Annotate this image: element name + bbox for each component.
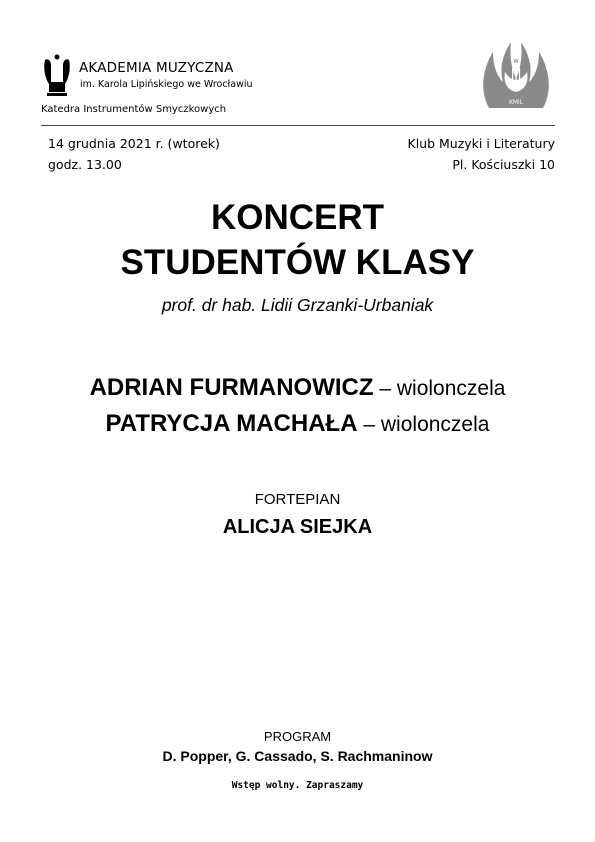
program-label: PROGRAM [263, 729, 332, 744]
title-line-1: KONCERT [210, 198, 385, 237]
event-address: Pl. Kościuszki 10 [452, 157, 555, 172]
professor-name: prof. dr hab. Lidii Grzanki-Urbaniak [161, 295, 434, 315]
academy-lyre-logo [41, 54, 73, 96]
department-name: Katedra Instrumentów Smyczkowych [41, 104, 227, 115]
event-venue: Klub Muzyki i Literatury [407, 136, 555, 151]
club-logo-top-text: W [513, 59, 519, 65]
academy-subtitle: im. Karola Lipińskiego we Wrocławiu [80, 79, 253, 90]
performer-instrument: – wiolonczela [373, 377, 506, 400]
header-divider [41, 125, 555, 126]
performer-instrument: – wiolonczela [357, 413, 490, 436]
title-line-2: STUDENTÓW KLASY [120, 243, 475, 282]
entry-note: Wstęp wolny. Zapraszamy [231, 780, 364, 791]
academy-name: AKADEMIA MUZYCZNA [79, 60, 234, 76]
performer-row [0, 374, 595, 402]
event-datetime [48, 133, 220, 175]
event-time: godz. 13.00 [48, 157, 122, 172]
program-composers: D. Popper, G. Cassado, S. Rachmaninow [162, 748, 433, 764]
performer-row [0, 410, 595, 438]
club-logo-text: KMiL [508, 99, 524, 106]
event-date: 14 grudnia 2021 r. (wtorek) [48, 136, 220, 151]
club-kmil-logo [481, 38, 551, 114]
performer-name: PATRYCJA MACHAŁA [105, 410, 358, 437]
pianist-name: ALICJA SIEJKA [222, 516, 373, 538]
event-location [408, 133, 556, 175]
piano-label: FORTEPIAN [254, 491, 341, 508]
performer-name: ADRIAN FURMANOWICZ [89, 374, 374, 401]
